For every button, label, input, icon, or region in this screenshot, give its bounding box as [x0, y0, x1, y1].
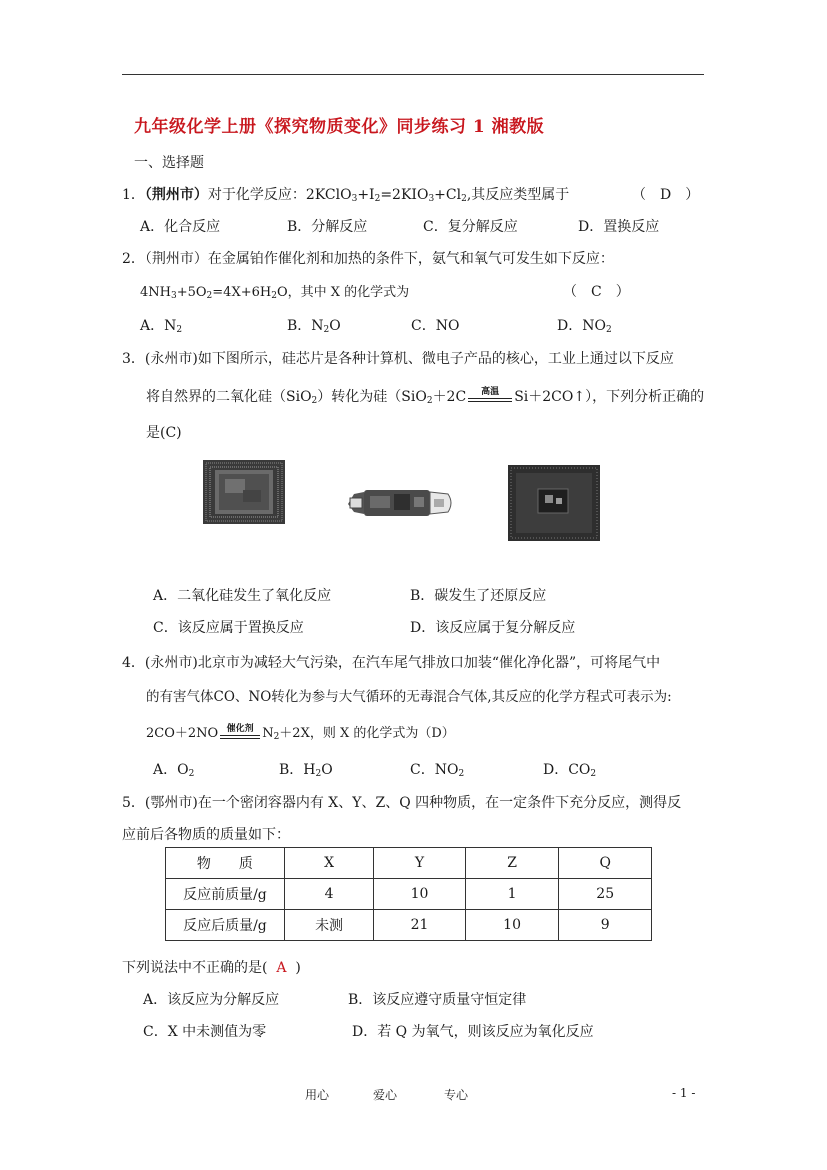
q3-option-c: C．该反应属于置换反应 [153, 620, 304, 636]
q1-option-b: B．分解反应 [287, 219, 368, 235]
cpu-chip-image [203, 460, 285, 524]
q2-option-b: B．$N_2O$ [287, 318, 341, 335]
footer-item: 用心 [305, 1088, 330, 1102]
q2-option-d: D．$NO_2$ [557, 318, 612, 335]
table-cell: 4 [284, 879, 373, 910]
usb-drive-image [344, 484, 456, 522]
q5-option-b: B．该反应遵守质量守恒定律 [348, 992, 527, 1008]
footer-item: 爱心 [373, 1088, 398, 1102]
table-cell: 25 [559, 879, 652, 910]
question-5: 5．(鄂州市)在一个密闭容器内有 X、Y、Z、Q 四种物质，在一定条件下充分反应，测得反 [122, 795, 682, 811]
table-row [166, 910, 652, 941]
question-3: 3．(永州市)如下图所示，硅芯片是各种计算机、微电子产品的核心，工业上通过以下反应 [122, 351, 674, 367]
q3-option-d: D．该反应属于复分解反应 [410, 620, 576, 636]
question-1: 1．（荆州市）对于化学反应：$2KClO_3+I_2=2KIO_3+Cl_2$,其反应类型属于 [122, 187, 570, 204]
question-2-equation: $4NH_3+5O_2=4X+6H_2O$，其中 X 的化学式为 [140, 285, 410, 301]
q4-option-a: A．$O_2$ [153, 762, 195, 779]
q5-option-a: A．该反应为分解反应 [143, 992, 280, 1008]
section-heading: 一、选择题 [134, 155, 204, 171]
mass-table [165, 847, 652, 941]
footer-item: 专心 [444, 1088, 469, 1102]
table-cell: 1 [465, 879, 559, 910]
question-2: 2．（荆州市）在金属铂作催化剂和加热的条件下，氨气和氧气可发生如下反应： [122, 251, 614, 267]
page-number: - 1 - [672, 1086, 696, 1100]
q1-option-a: A．化合反应 [140, 219, 221, 235]
q1-option-c: C．复分解反应 [423, 219, 518, 235]
question-5-line2: 应前后各物质的质量如下： [122, 827, 290, 843]
question-4: 4．(永州市)北京市为减轻大气污染，在汽车尾气排放口加装“催化净化器”，可将尾气中 [122, 655, 661, 671]
q2-option-c: C．NO [411, 318, 460, 334]
q3-option-b: B．碳发生了还原反应 [410, 588, 547, 604]
question-4-line2: 的有害气体CO、NO转化为参与大气循环的无毒混合气体,其反应的化学方程式可表示为: [146, 689, 672, 705]
q5-option-d: D．若 Q 为氧气，则该反应为氧化反应 [352, 1024, 594, 1040]
question-4-equation: 2CO＋2NO 催化剂 $N_2+2X$，则 X 的化学式为（D） [146, 723, 455, 742]
question-5-prompt: 下列说法中不正确的是( A ) [122, 960, 301, 976]
q5-option-c: C．X 中未测值为零 [143, 1024, 267, 1040]
table-cell: 21 [374, 910, 466, 941]
table-header-cell: 物 质 [166, 848, 285, 879]
table-header-row [166, 848, 652, 879]
q4-option-d: D．$CO_2$ [543, 762, 597, 779]
table-cell: 10 [374, 879, 466, 910]
table-row [166, 879, 652, 910]
q1-option-d: D．置换反应 [578, 219, 660, 235]
catalyst-arrow: 催化剂 [220, 727, 260, 741]
table-header-cell: Q [559, 848, 652, 879]
q4-option-c: C．$NO_2$ [410, 762, 465, 779]
question-3-line3: 是(C) [146, 425, 182, 441]
reaction-condition-arrow: 高温 [468, 390, 512, 404]
table-header-cell: Z [465, 848, 559, 879]
header-rule [122, 74, 704, 75]
table-cell: 未测 [284, 910, 373, 941]
question-5-answer: A [276, 960, 287, 976]
table-cell: 10 [465, 910, 559, 941]
page-title: 九年级化学上册《探究物质变化》同步练习 1 湘教版 [134, 117, 545, 137]
q2-option-a: A．$N_2$ [140, 318, 183, 335]
q4-option-b: B．$H_2O$ [279, 762, 333, 779]
question-2-answer: （ C ） [563, 284, 630, 300]
table-cell: 反应后质量/g [166, 910, 285, 941]
question-1-answer: （ D ） [632, 187, 700, 203]
q3-option-a: A．二氧化硅发生了氧化反应 [153, 588, 332, 604]
table-header-cell: Y [374, 848, 466, 879]
question-3-line2: 将自然界的二氧化硅（SiO$_2$）转化为硅（SiO$_2$＋2C 高温 Si＋2CO↑），下列分析正确的 [146, 387, 705, 406]
table-cell: 9 [559, 910, 652, 941]
chip-package-image [508, 465, 600, 541]
table-cell: 反应前质量/g [166, 879, 285, 910]
table-header-cell: X [284, 848, 373, 879]
